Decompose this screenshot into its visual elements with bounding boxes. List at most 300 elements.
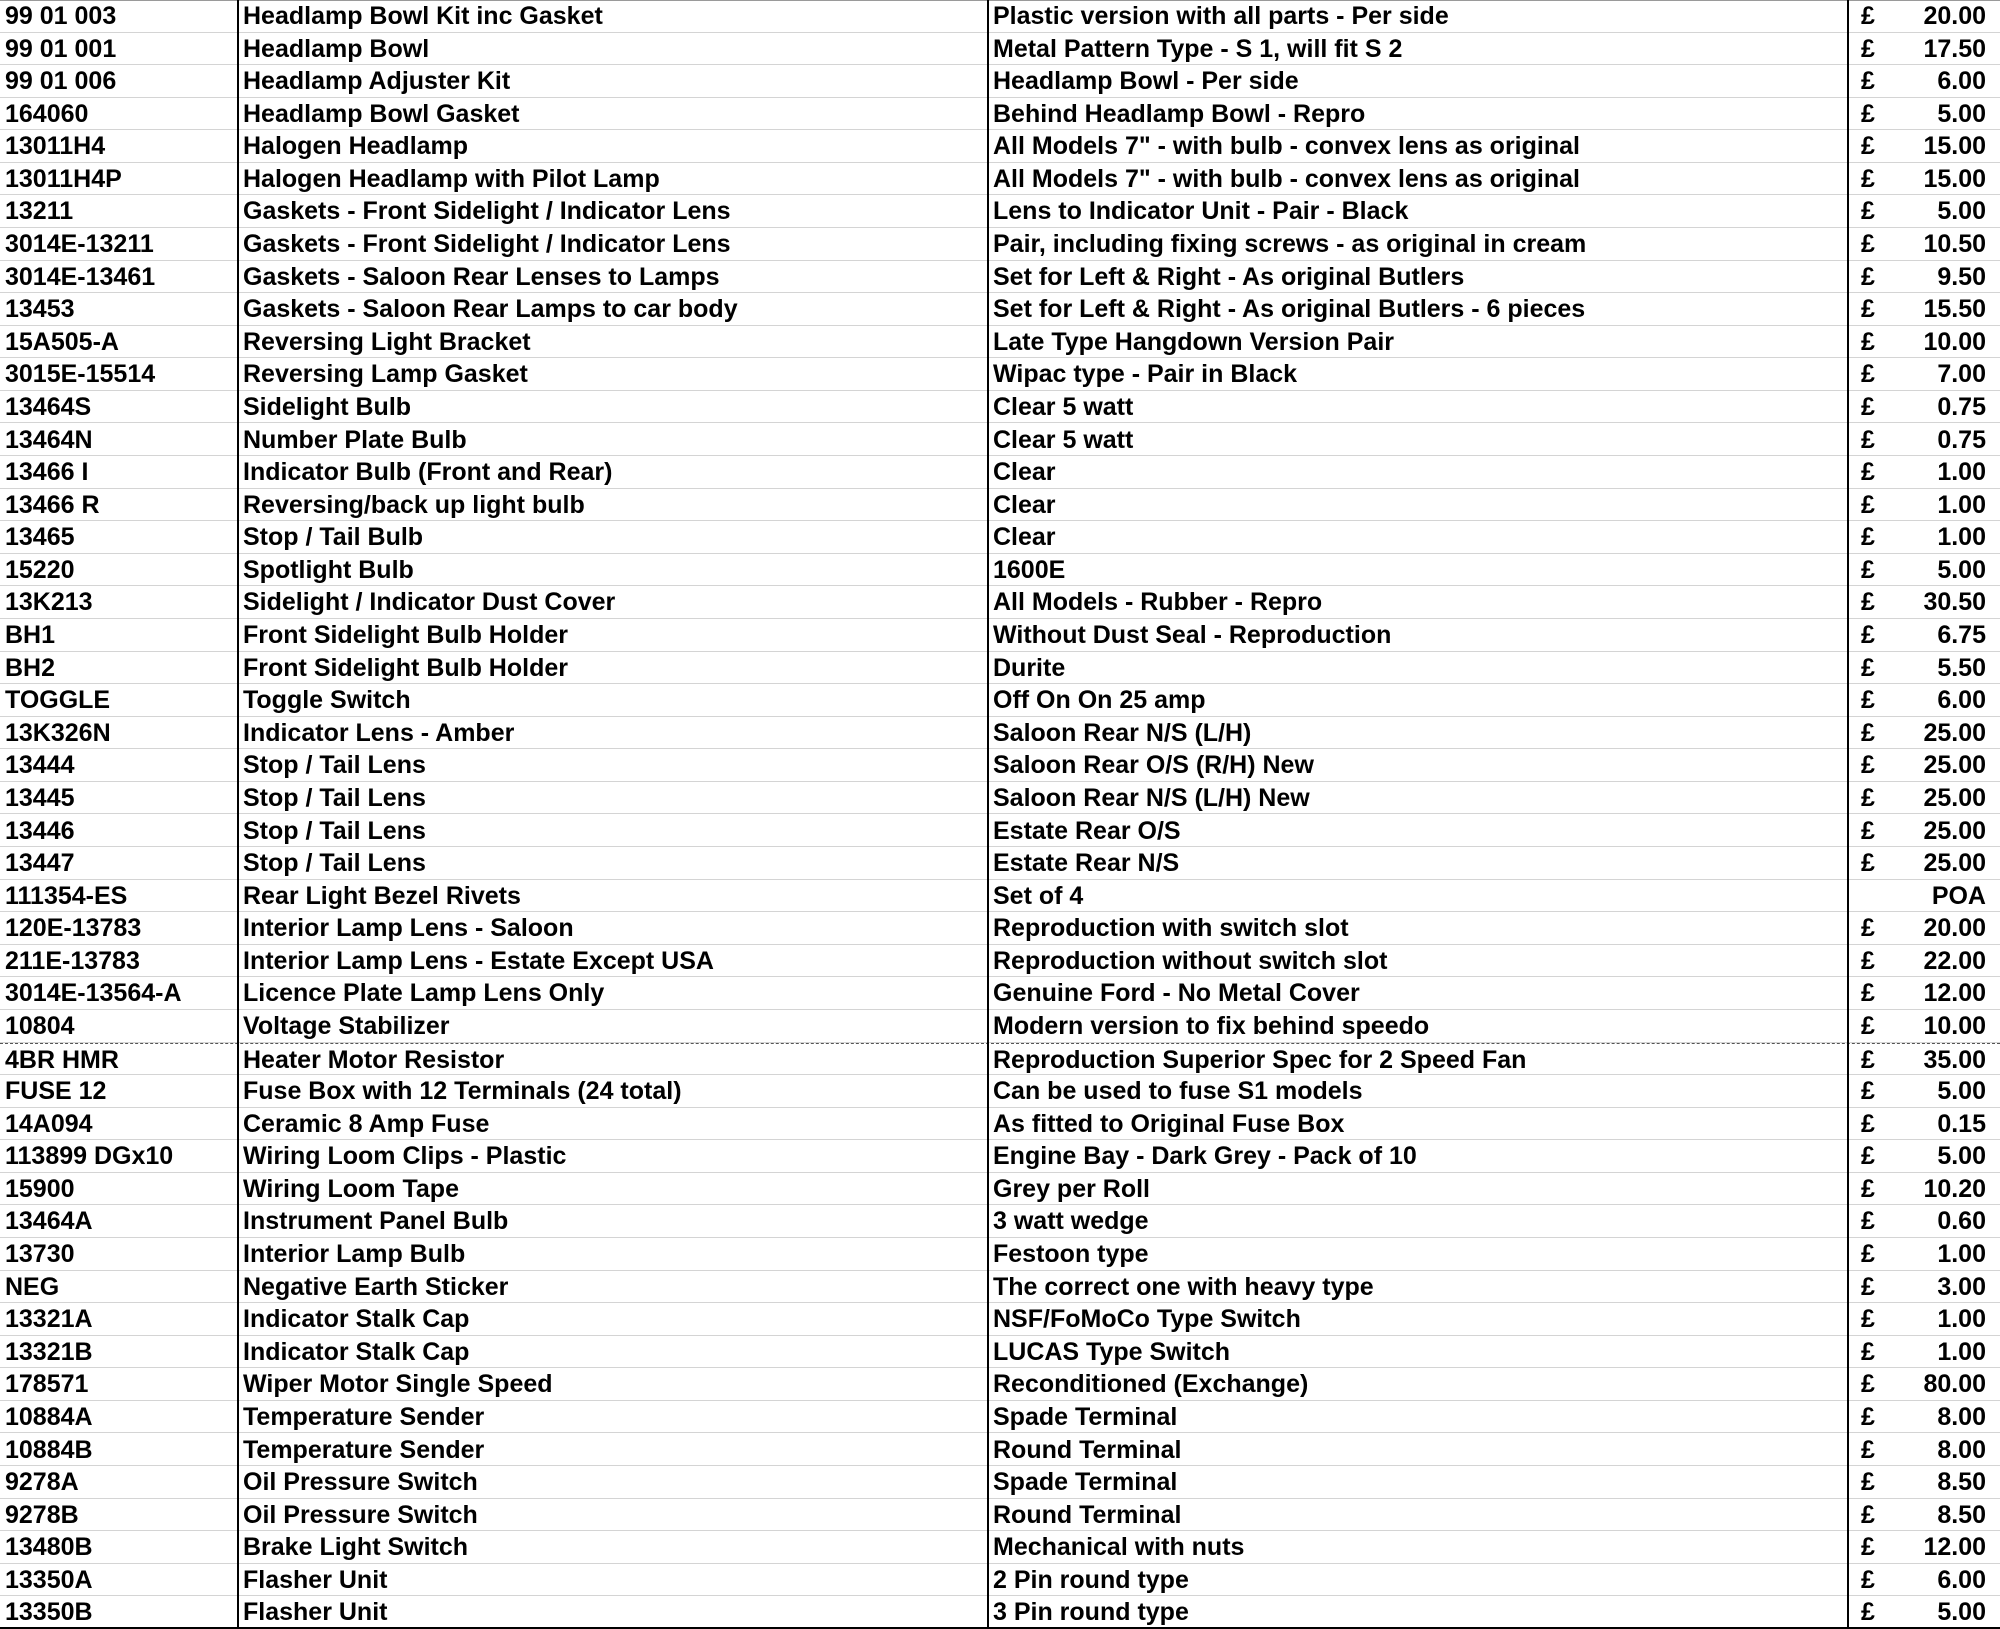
part-description-cell: Can be used to fuse S1 models — [993, 1077, 1363, 1106]
price-cell: 10.00 — [1923, 1011, 1986, 1040]
part-description-cell: Reproduction without switch slot — [993, 946, 1388, 975]
price-cell: 1.00 — [1937, 1305, 1986, 1334]
price-cell: 6.00 — [1937, 67, 1986, 96]
part-number-cell: 13211 — [5, 197, 74, 226]
price-cell: 1.00 — [1937, 490, 1986, 519]
price-cell: 8.50 — [1937, 1468, 1986, 1497]
part-number-cell: 10884B — [5, 1435, 93, 1464]
part-name-cell: Temperature Sender — [243, 1402, 485, 1431]
table-row — [0, 1531, 2000, 1564]
price-cell: 6.00 — [1937, 1565, 1986, 1594]
part-number-cell: 13447 — [5, 849, 75, 878]
table-row — [0, 1368, 2000, 1401]
part-number-cell: 14A094 — [5, 1109, 93, 1138]
part-number-cell: 13480B — [5, 1533, 93, 1562]
price-cell: 25.00 — [1923, 751, 1986, 780]
price-cell: 6.75 — [1937, 621, 1986, 650]
table-row — [0, 98, 2000, 131]
part-description-cell: All Models 7" - with bulb - convex lens as original — [993, 132, 1580, 161]
currency-symbol-cell: £ — [1861, 1500, 1875, 1529]
part-name-cell: Spotlight Bulb — [243, 555, 414, 584]
table-row — [0, 521, 2000, 554]
column-divider-code — [237, 0, 239, 1629]
currency-symbol-cell: £ — [1861, 816, 1875, 845]
currency-symbol-cell: £ — [1861, 1109, 1875, 1138]
part-name-cell: Sidelight / Indicator Dust Cover — [243, 588, 616, 617]
part-number-cell: 178571 — [5, 1370, 89, 1399]
part-name-cell: Oil Pressure Switch — [243, 1500, 478, 1529]
part-number-cell: BH1 — [5, 621, 56, 650]
currency-symbol-cell: £ — [1861, 1305, 1875, 1334]
price-cell: 5.00 — [1937, 1598, 1986, 1627]
currency-symbol-cell: £ — [1861, 979, 1875, 1008]
currency-symbol-cell: £ — [1861, 1533, 1875, 1562]
part-number-cell: 3014E-13564-A — [5, 979, 182, 1008]
price-cell: 25.00 — [1923, 783, 1986, 812]
table-row — [0, 749, 2000, 782]
currency-symbol-cell: £ — [1861, 295, 1875, 324]
part-description-cell: Spade Terminal — [993, 1468, 1178, 1497]
part-description-cell: Clear 5 watt — [993, 392, 1134, 421]
part-description-cell: Festoon type — [993, 1240, 1149, 1269]
part-number-cell: 13464A — [5, 1207, 93, 1236]
part-description-cell: Round Terminal — [993, 1435, 1182, 1464]
part-name-cell: Toggle Switch — [243, 686, 411, 715]
table-row — [0, 619, 2000, 652]
currency-symbol-cell: £ — [1861, 1435, 1875, 1464]
part-description-cell: Lens to Indicator Unit - Pair - Black — [993, 197, 1409, 226]
price-cell: 15.00 — [1923, 164, 1986, 193]
table-row — [0, 1466, 2000, 1499]
part-description-cell: Wipac type - Pair in Black — [993, 360, 1298, 389]
price-cell: 1.00 — [1937, 1240, 1986, 1269]
part-number-cell: 99 01 001 — [5, 34, 117, 63]
table-row — [0, 1205, 2000, 1238]
part-name-cell: Indicator Bulb (Front and Rear) — [243, 458, 613, 487]
part-name-cell: Temperature Sender — [243, 1435, 485, 1464]
price-cell: 0.75 — [1937, 392, 1986, 421]
column-divider-name — [987, 0, 989, 1629]
part-name-cell: Halogen Headlamp with Pilot Lamp — [243, 164, 660, 193]
part-number-cell: 13350A — [5, 1565, 93, 1594]
part-number-cell: 15220 — [5, 555, 75, 584]
currency-symbol-cell: £ — [1861, 327, 1875, 356]
price-cell: 0.60 — [1937, 1207, 1986, 1236]
currency-symbol-cell: £ — [1861, 425, 1875, 454]
part-description-cell: NSF/FoMoCo Type Switch — [993, 1305, 1301, 1334]
part-number-cell: 9278B — [5, 1500, 79, 1529]
currency-symbol-cell: £ — [1861, 230, 1875, 259]
part-number-cell: 13350B — [5, 1598, 93, 1627]
part-name-cell: Flasher Unit — [243, 1565, 388, 1594]
table-row — [0, 880, 2000, 913]
part-description-cell: Reconditioned (Exchange) — [993, 1370, 1309, 1399]
part-number-cell: 13K326N — [5, 718, 111, 747]
price-cell: 1.00 — [1937, 458, 1986, 487]
part-description-cell: Grey per Roll — [993, 1174, 1150, 1203]
table-row — [0, 1401, 2000, 1434]
part-description-cell: Modern version to fix behind speedo — [993, 1011, 1430, 1040]
part-name-cell: Indicator Stalk Cap — [243, 1337, 470, 1366]
part-name-cell: Oil Pressure Switch — [243, 1468, 478, 1497]
part-number-cell: 13730 — [5, 1240, 75, 1269]
part-description-cell: Durite — [993, 653, 1066, 682]
price-cell: 20.00 — [1923, 2, 1986, 30]
table-row — [0, 717, 2000, 750]
table-row — [0, 195, 2000, 228]
price-cell: 8.50 — [1937, 1500, 1986, 1529]
table-row — [0, 945, 2000, 978]
part-number-cell: 3015E-15514 — [5, 360, 156, 389]
table-row — [0, 782, 2000, 815]
table-row — [0, 489, 2000, 522]
table-row — [0, 65, 2000, 98]
table-row — [0, 228, 2000, 261]
part-description-cell: Mechanical with nuts — [993, 1533, 1245, 1562]
part-description-cell: Late Type Hangdown Version Pair — [993, 327, 1395, 356]
table-row — [0, 1075, 2000, 1108]
currency-symbol-cell: £ — [1861, 751, 1875, 780]
part-name-cell: Wiring Loom Clips - Plastic — [243, 1142, 567, 1171]
price-cell: 12.00 — [1923, 1533, 1986, 1562]
currency-symbol-cell: £ — [1861, 1045, 1875, 1074]
part-name-cell: Negative Earth Sticker — [243, 1272, 509, 1301]
part-name-cell: Interior Lamp Bulb — [243, 1240, 466, 1269]
part-name-cell: Number Plate Bulb — [243, 425, 467, 454]
table-row — [0, 1271, 2000, 1304]
part-description-cell: Reproduction with switch slot — [993, 914, 1349, 943]
part-name-cell: Stop / Tail Lens — [243, 783, 426, 812]
part-name-cell: Gaskets - Saloon Rear Lamps to car body — [243, 295, 738, 324]
currency-symbol-cell: £ — [1861, 392, 1875, 421]
price-cell: 15.50 — [1923, 295, 1986, 324]
currency-symbol-cell: £ — [1861, 653, 1875, 682]
part-number-cell: 13445 — [5, 783, 75, 812]
price-cell: 17.50 — [1923, 34, 1986, 63]
part-number-cell: 13464S — [5, 392, 92, 421]
table-row — [0, 652, 2000, 685]
part-name-cell: Wiring Loom Tape — [243, 1174, 459, 1203]
currency-symbol-cell: £ — [1861, 1468, 1875, 1497]
currency-symbol-cell: £ — [1861, 1174, 1875, 1203]
part-description-cell: Spade Terminal — [993, 1402, 1178, 1431]
price-cell: 8.00 — [1937, 1402, 1986, 1431]
part-name-cell: Interior Lamp Lens - Estate Except USA — [243, 946, 714, 975]
part-description-cell: Set for Left & Right - As original Butlers — [993, 262, 1465, 291]
currency-symbol-cell — [1848, 880, 1898, 912]
part-description-cell: Reproduction Superior Spec for 2 Speed Fan — [993, 1045, 1527, 1074]
currency-symbol-cell: £ — [1861, 34, 1875, 63]
currency-symbol-cell: £ — [1861, 1337, 1875, 1366]
table-row — [0, 358, 2000, 391]
currency-symbol-cell: £ — [1861, 1207, 1875, 1236]
part-number-cell: 13011H4 — [5, 132, 106, 161]
part-number-cell: 13011H4P — [5, 164, 122, 193]
table-row — [0, 1336, 2000, 1369]
part-description-cell: Saloon Rear N/S (L/H) — [993, 718, 1252, 747]
part-number-cell: 13464N — [5, 425, 93, 454]
table-row — [0, 1010, 2000, 1043]
part-name-cell: Headlamp Bowl — [243, 34, 430, 63]
part-name-cell: Gaskets - Front Sidelight / Indicator Lens — [243, 230, 731, 259]
price-cell: 22.00 — [1923, 946, 1986, 975]
column-divider-desc — [1847, 0, 1849, 1629]
price-cell: 25.00 — [1923, 849, 1986, 878]
part-name-cell: Stop / Tail Lens — [243, 751, 426, 780]
part-description-cell: Pair, including fixing screws - as original in cream — [993, 230, 1587, 259]
table-row — [0, 1108, 2000, 1141]
part-description-cell: Clear — [993, 523, 1056, 552]
part-description-cell: Round Terminal — [993, 1500, 1182, 1529]
currency-symbol-cell: £ — [1861, 490, 1875, 519]
table-row — [0, 0, 2000, 33]
price-cell: 5.00 — [1937, 197, 1986, 226]
part-number-cell: 99 01 003 — [5, 2, 117, 30]
part-description-cell: Saloon Rear N/S (L/H) New — [993, 783, 1310, 812]
currency-symbol-cell: £ — [1861, 718, 1875, 747]
table-row — [0, 326, 2000, 359]
currency-symbol-cell: £ — [1861, 132, 1875, 161]
part-name-cell: Stop / Tail Lens — [243, 816, 426, 845]
part-name-cell: Reversing Lamp Gasket — [243, 360, 528, 389]
table-row — [0, 586, 2000, 619]
price-cell: 20.00 — [1923, 914, 1986, 943]
part-name-cell: Reversing Light Bracket — [243, 327, 531, 356]
price-cell: 7.00 — [1937, 360, 1986, 389]
table-row — [0, 163, 2000, 196]
part-number-cell: 13321A — [5, 1305, 93, 1334]
table-row — [0, 1173, 2000, 1206]
part-number-cell: 13466 I — [5, 458, 89, 487]
part-description-cell: Without Dust Seal - Reproduction — [993, 621, 1392, 650]
part-description-cell: Clear — [993, 490, 1056, 519]
currency-symbol-cell: £ — [1861, 2, 1875, 30]
table-row — [0, 424, 2000, 457]
part-number-cell: 13321B — [5, 1337, 93, 1366]
part-number-cell: 3014E-13211 — [5, 230, 154, 259]
currency-symbol-cell: £ — [1861, 1370, 1875, 1399]
table-row — [0, 293, 2000, 326]
price-cell: 0.75 — [1937, 425, 1986, 454]
price-cell: 5.50 — [1937, 653, 1986, 682]
currency-symbol-cell: £ — [1861, 1011, 1875, 1040]
currency-symbol-cell: £ — [1861, 1598, 1875, 1627]
part-description-cell: All Models - Rubber - Repro — [993, 588, 1323, 617]
currency-symbol-cell: £ — [1861, 164, 1875, 193]
currency-symbol-cell: £ — [1861, 686, 1875, 715]
part-description-cell: Off On On 25 amp — [993, 686, 1206, 715]
part-name-cell: Gaskets - Saloon Rear Lenses to Lamps — [243, 262, 720, 291]
part-number-cell: 120E-13783 — [5, 914, 142, 943]
part-number-cell: 3014E-13461 — [5, 262, 156, 291]
part-number-cell: 9278A — [5, 1468, 79, 1497]
currency-symbol-cell: £ — [1861, 262, 1875, 291]
part-name-cell: Gaskets - Front Sidelight / Indicator Lens — [243, 197, 731, 226]
part-description-cell: 1600E — [993, 555, 1066, 584]
part-name-cell: Front Sidelight Bulb Holder — [243, 653, 568, 682]
part-description-cell: 3 Pin round type — [993, 1598, 1189, 1627]
currency-symbol-cell: £ — [1861, 523, 1875, 552]
part-name-cell: Ceramic 8 Amp Fuse — [243, 1109, 490, 1138]
part-name-cell: Headlamp Bowl Kit inc Gasket — [243, 2, 603, 30]
part-name-cell: Sidelight Bulb — [243, 392, 412, 421]
price-cell: 10.50 — [1923, 230, 1986, 259]
currency-symbol-cell: £ — [1861, 588, 1875, 617]
part-name-cell: Indicator Lens - Amber — [243, 718, 515, 747]
price-cell: 6.00 — [1937, 686, 1986, 715]
part-number-cell: 4BR HMR — [5, 1045, 119, 1074]
table-row — [0, 391, 2000, 424]
part-number-cell: 13K213 — [5, 588, 93, 617]
part-description-cell: As fitted to Original Fuse Box — [993, 1109, 1345, 1138]
part-number-cell: 99 01 006 — [5, 67, 117, 96]
currency-symbol-cell: £ — [1861, 458, 1875, 487]
currency-symbol-cell: £ — [1861, 849, 1875, 878]
part-name-cell: Headlamp Adjuster Kit — [243, 67, 511, 96]
table-row — [0, 1499, 2000, 1532]
part-name-cell: Flasher Unit — [243, 1598, 388, 1627]
price-cell: 1.00 — [1937, 1337, 1986, 1366]
price-cell: 30.50 — [1923, 588, 1986, 617]
price-cell: 0.15 — [1937, 1109, 1986, 1138]
table-row — [0, 456, 2000, 489]
part-name-cell: Stop / Tail Lens — [243, 849, 426, 878]
part-description-cell: Genuine Ford - No Metal Cover — [993, 979, 1360, 1008]
price-cell: POA — [1931, 881, 1986, 910]
part-name-cell: Halogen Headlamp — [243, 132, 469, 161]
part-name-cell: Heater Motor Resistor — [243, 1045, 505, 1074]
part-description-cell: Estate Rear O/S — [993, 816, 1181, 845]
part-description-cell: LUCAS Type Switch — [993, 1337, 1231, 1366]
price-cell: 12.00 — [1923, 979, 1986, 1008]
part-description-cell: 2 Pin round type — [993, 1565, 1189, 1594]
price-cell: 1.00 — [1937, 523, 1986, 552]
part-description-cell: 3 watt wedge — [993, 1207, 1149, 1236]
part-name-cell: Rear Light Bezel Rivets — [243, 881, 521, 910]
part-description-cell: Clear 5 watt — [993, 425, 1134, 454]
part-description-cell: Headlamp Bowl - Per side — [993, 67, 1299, 96]
part-number-cell: 13465 — [5, 523, 75, 552]
part-description-cell: Clear — [993, 458, 1056, 487]
table-row — [0, 1303, 2000, 1336]
part-description-cell: Engine Bay - Dark Grey - Pack of 10 — [993, 1142, 1417, 1171]
price-cell: 10.00 — [1923, 327, 1986, 356]
part-description-cell: All Models 7" - with bulb - convex lens as original — [993, 164, 1580, 193]
part-number-cell: 164060 — [5, 99, 89, 128]
part-number-cell: 15900 — [5, 1174, 75, 1203]
price-cell: 15.00 — [1923, 132, 1986, 161]
currency-symbol-cell: £ — [1861, 67, 1875, 96]
part-name-cell: Headlamp Bowl Gasket — [243, 99, 520, 128]
part-description-cell: Behind Headlamp Bowl - Repro — [993, 99, 1366, 128]
currency-symbol-cell: £ — [1861, 99, 1875, 128]
table-row — [0, 1043, 2000, 1076]
part-number-cell: 211E-13783 — [5, 946, 140, 975]
part-name-cell: Brake Light Switch — [243, 1533, 469, 1562]
part-name-cell: Indicator Stalk Cap — [243, 1305, 470, 1334]
currency-symbol-cell: £ — [1861, 1565, 1875, 1594]
part-number-cell: 13466 R — [5, 490, 100, 519]
price-cell: 8.00 — [1937, 1435, 1986, 1464]
part-number-cell: FUSE 12 — [5, 1077, 107, 1106]
price-cell: 3.00 — [1937, 1272, 1986, 1301]
part-description-cell: Metal Pattern Type - S 1, will fit S 2 — [993, 34, 1403, 63]
table-row — [0, 261, 2000, 294]
part-description-cell: Saloon Rear O/S (R/H) New — [993, 751, 1314, 780]
currency-symbol-cell: £ — [1861, 914, 1875, 943]
part-number-cell: 15A505-A — [5, 327, 119, 356]
currency-symbol-cell: £ — [1861, 946, 1875, 975]
table-row — [0, 847, 2000, 880]
table-row — [0, 1564, 2000, 1597]
table-row — [0, 815, 2000, 848]
part-name-cell: Reversing/back up light bulb — [243, 490, 585, 519]
part-name-cell: Front Sidelight Bulb Holder — [243, 621, 568, 650]
part-name-cell: Instrument Panel Bulb — [243, 1207, 509, 1236]
part-name-cell: Interior Lamp Lens - Saloon — [243, 914, 574, 943]
part-description-cell: Plastic version with all parts - Per side — [993, 2, 1449, 30]
price-cell: 25.00 — [1923, 718, 1986, 747]
part-number-cell: TOGGLE — [5, 686, 111, 715]
part-description-cell: Set for Left & Right - As original Butlers - 6 pieces — [993, 295, 1586, 324]
price-cell: 5.00 — [1937, 99, 1986, 128]
currency-symbol-cell: £ — [1861, 1077, 1875, 1106]
currency-symbol-cell: £ — [1861, 1240, 1875, 1269]
part-name-cell: Fuse Box with 12 Terminals (24 total) — [243, 1077, 682, 1106]
table-row — [0, 977, 2000, 1010]
currency-symbol-cell: £ — [1861, 555, 1875, 584]
price-cell: 5.00 — [1937, 555, 1986, 584]
part-number-cell: BH2 — [5, 653, 56, 682]
currency-symbol-cell: £ — [1861, 197, 1875, 226]
currency-symbol-cell: £ — [1861, 1142, 1875, 1171]
currency-symbol-cell: £ — [1861, 360, 1875, 389]
part-name-cell: Licence Plate Lamp Lens Only — [243, 979, 605, 1008]
part-number-cell: 13446 — [5, 816, 75, 845]
part-number-cell: 113899 DGx10 — [5, 1142, 174, 1171]
table-row — [0, 684, 2000, 717]
part-description-cell: Estate Rear N/S — [993, 849, 1180, 878]
currency-symbol-cell: £ — [1861, 1402, 1875, 1431]
part-number-cell: NEG — [5, 1272, 60, 1301]
part-number-cell: 13453 — [5, 295, 75, 324]
part-number-cell: 13444 — [5, 751, 75, 780]
table-row — [0, 1140, 2000, 1173]
price-cell: 5.00 — [1937, 1077, 1986, 1106]
part-number-cell: 10804 — [5, 1011, 75, 1040]
part-number-cell: 111354-ES — [5, 881, 128, 910]
table-row — [0, 1596, 2000, 1629]
table-row — [0, 1434, 2000, 1467]
part-number-cell: 10884A — [5, 1402, 93, 1431]
price-cell: 35.00 — [1923, 1045, 1986, 1074]
price-cell: 25.00 — [1923, 816, 1986, 845]
part-name-cell: Stop / Tail Bulb — [243, 523, 424, 552]
currency-symbol-cell: £ — [1861, 1272, 1875, 1301]
part-name-cell: Voltage Stabilizer — [243, 1011, 450, 1040]
table-row — [0, 1238, 2000, 1271]
price-cell: 5.00 — [1937, 1142, 1986, 1171]
table-row — [0, 33, 2000, 66]
price-cell: 9.50 — [1937, 262, 1986, 291]
part-description-cell: The correct one with heavy type — [993, 1272, 1374, 1301]
currency-symbol-cell: £ — [1861, 621, 1875, 650]
price-cell: 10.20 — [1923, 1174, 1986, 1203]
currency-symbol-cell: £ — [1861, 783, 1875, 812]
price-cell: 80.00 — [1923, 1370, 1986, 1399]
table-row — [0, 912, 2000, 945]
table-row — [0, 130, 2000, 163]
